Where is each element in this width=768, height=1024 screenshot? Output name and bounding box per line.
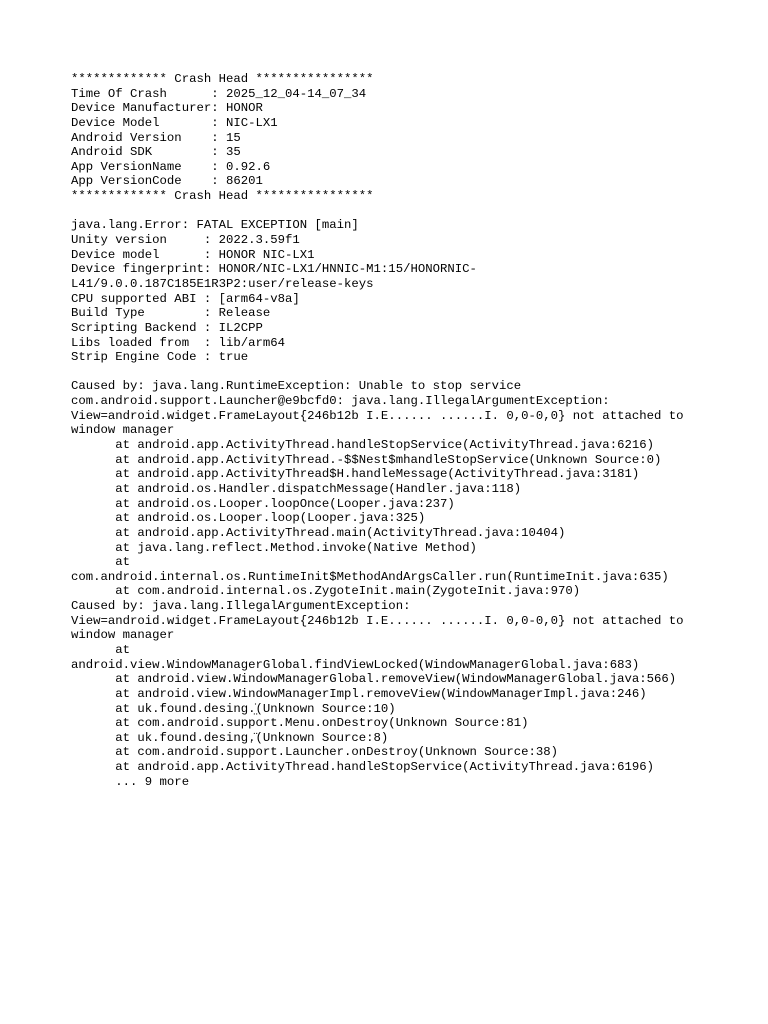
log-line: Device Manufacturer: HONOR: [71, 101, 263, 116]
log-line: at android.os.Looper.loopOnce(Looper.java:237): [71, 496, 455, 511]
log-line: at com.android.internal.os.ZygoteInit.main(ZygoteInit.java:970): [71, 584, 581, 599]
log-line: at com.android.support.Menu.onDestroy(Unknown Source:81): [71, 716, 529, 731]
log-line: ************* Crash Head ****************: [71, 189, 374, 204]
log-line: Android Version : 15: [71, 130, 241, 145]
log-line: Device Model : NIC-LX1: [71, 115, 278, 130]
log-line: at: [71, 555, 131, 570]
log-line: java.lang.Error: FATAL EXCEPTION [main]: [71, 218, 359, 233]
log-line: com.android.internal.os.RuntimeInit$MethodAndArgsCaller.run(RuntimeInit.java:635): [71, 569, 669, 584]
log-line: Scripting Backend : IL2CPP: [71, 320, 263, 335]
log-line: at android.app.ActivityThread.handleStopService(ActivityThread.java:6216): [71, 438, 654, 453]
log-line: Strip Engine Code : true: [71, 350, 249, 365]
log-line: Time Of Crash : 2025_12_04-14_07_34: [71, 86, 367, 101]
log-line: CPU supported ABI : [arm64-v8a]: [71, 291, 300, 306]
log-line: ... 9 more: [71, 774, 190, 789]
log-line: android.view.WindowManagerGlobal.findViewLocked(WindowManagerGlobal.java:683): [71, 657, 640, 672]
log-line: com.android.support.Launcher@e9bcfd0: java.lang.IllegalArgumentException:: [71, 394, 610, 409]
log-line: at android.app.ActivityThread.main(ActivityThread.java:10404): [71, 525, 566, 540]
log-line: Device fingerprint: HONOR/NIC-LX1/HNNIC-M1:15/HONORNIC-: [71, 262, 477, 277]
log-line: App VersionCode : 86201: [71, 174, 263, 189]
log-line: View=android.widget.FrameLayout{246b12b I.E...... ......I. 0,0-0,0} not attached to: [71, 613, 684, 628]
log-line: at android.os.Handler.dispatchMessage(Handler.java:118): [71, 481, 522, 496]
crash-log: [71, 72, 751, 789]
log-line: Caused by: java.lang.RuntimeException: Unable to stop service: [71, 379, 522, 394]
log-line: at android.view.WindowManagerGlobal.removeView(WindowManagerGlobal.java:566): [71, 672, 677, 687]
log-line: at uk.found.desing.̤̇(Unknown Source:10): [71, 701, 396, 716]
log-line: ************* Crash Head ****************: [71, 72, 374, 86]
log-line: Libs loaded from : lib/arm64: [71, 335, 286, 350]
log-line: Caused by: java.lang.IllegalArgumentException:: [71, 599, 411, 614]
log-line: App VersionName : 0.92.6: [71, 159, 271, 174]
log-line: window manager: [71, 628, 175, 643]
log-line: at: [71, 642, 131, 657]
log-line: window manager: [71, 423, 175, 438]
log-line: at uk.found.desing.̣̈(Unknown Source:8): [71, 730, 389, 745]
log-line: at android.os.Looper.loop(Looper.java:325): [71, 511, 426, 526]
log-line: at android.view.WindowManagerImpl.removeView(WindowManagerImpl.java:246): [71, 686, 647, 701]
log-line: Unity version : 2022.3.59f1: [71, 233, 300, 248]
log-line: Device model : HONOR NIC-LX1: [71, 247, 315, 262]
blank-line: [71, 365, 751, 380]
log-line: at android.app.ActivityThread$H.handleMessage(ActivityThread.java:3181): [71, 467, 640, 482]
log-line: View=android.widget.FrameLayout{246b12b I.E...... ......I. 0,0-0,0} not attached to: [71, 408, 684, 423]
log-line: at android.app.ActivityThread.-$$Nest$mhandleStopService(Unknown Source:0): [71, 452, 662, 467]
log-line: at com.android.support.Launcher.onDestroy(Unknown Source:38): [71, 745, 559, 760]
log-line: Android SDK : 35: [71, 145, 241, 160]
blank-line: [71, 204, 751, 219]
log-line: Build Type : Release: [71, 306, 271, 321]
log-line: L41/9.0.0.187C185E1R3P2:user/release-keys: [71, 276, 374, 291]
log-line: at android.app.ActivityThread.handleStopService(ActivityThread.java:6196): [71, 760, 654, 775]
log-line: at java.lang.reflect.Method.invoke(Native Method): [71, 540, 477, 555]
